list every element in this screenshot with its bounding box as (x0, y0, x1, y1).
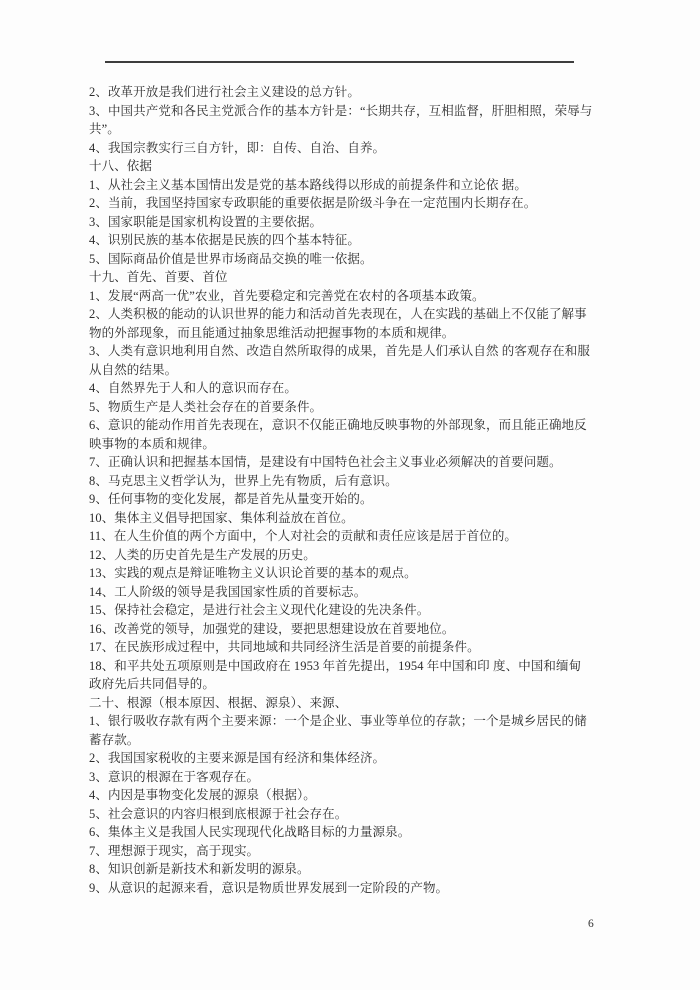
text-line: 8、马克思主义哲学认为，世界上先有物质，后有意识。 (89, 473, 398, 488)
text-line: 5、物质生产是人类社会存在的首要条件。 (89, 399, 323, 414)
text-line: 1、发展“两高一优”农业，首先要稳定和完善党在农村的各项基本政策。 (89, 288, 485, 303)
text-line: 15、保持社会稳定，是进行社会主义现代化建设的先决条件。 (89, 603, 430, 617)
text-line: 17、在民族形成过程中，共同地域和共同经济生活是首要的前提条件。 (89, 640, 480, 654)
text-line: 8、知识创新是新技术和新发明的源泉。 (89, 862, 310, 876)
text-line: 6、集体主义是我国人民实现现代化战略目标的力量源泉。 (89, 825, 411, 839)
text-line: 共”。 (89, 122, 120, 136)
document-body (89, 83, 601, 897)
text-line: 1、银行吸收存款有两个主要来源：一个是企业、事业等单位的存款；一个是城乡居民的储 (89, 714, 587, 728)
text-line: 从自然的结果。 (89, 362, 178, 377)
section-heading: 十八、依据 (89, 159, 153, 173)
text-line: 10、集体主义倡导把国家、集体利益放在首位。 (89, 510, 354, 525)
page-number: 6 (588, 918, 594, 930)
text-line: 4、内因是事物变化发展的源泉（根据）。 (89, 788, 316, 802)
text-line: 7、理想源于现实，高于现实。 (89, 843, 260, 858)
section-heading: 二十、根源（根本原因、根据、源泉）、来源、 (89, 695, 348, 710)
text-line: 14、工人阶级的领导是我国国家性质的首要标志。 (89, 584, 367, 599)
text-line: 蓄存款。 (89, 732, 140, 747)
text-line: 映事物的本质和规律。 (89, 436, 216, 451)
text-line: 3、中国共产党和各民主党派合作的基本方针是：“长期共存，互相监督，肝胆相照，荣辱与 (89, 103, 593, 118)
text-line: 物的外部现象，而且能通过抽象思维活动把握事物的本质和规律。 (89, 325, 455, 340)
text-line: 3、意识的根源在于客观存在。 (89, 769, 260, 784)
text-line: 2、当前，我国坚持国家专政职能的重要依据是阶级斗争在一定范围内长期存在。 (89, 196, 537, 210)
text-line: 13、实践的观点是辩证唯物主义认识论首要的基本的观点。 (89, 566, 417, 580)
text-line: 1、从社会主义基本国情出发是党的基本路线得以形成的前提条件和立论依 据。 (89, 177, 527, 192)
text-line: 3、人类有意识地利用自然、改造自然所取得的成果，首先是人们承认自然 的客观存在和服 (89, 344, 590, 358)
text-line: 3、国家职能是国家机构设置的主要依据。 (89, 214, 323, 229)
text-line: 2、人类积极的能动的认识世界的能力和活动首先表现在，人在实践的基础上不仅能了解事 (89, 307, 587, 321)
section-heading: 十九、首先、首要、首位 (89, 270, 228, 284)
text-line: 2、我国国家税收的主要来源是国有经济和集体经济。 (89, 751, 386, 765)
text-line: 5、国际商品价值是世界市场商品交换的唯一依据。 (89, 251, 373, 266)
text-line: 9、任何事物的变化发展，都是首先从量变开始的。 (89, 492, 373, 506)
text-line: 16、改善党的领导，加强党的建设，要把思想建设放在首要地位。 (89, 621, 455, 636)
text-line: 18、和平共处五项原则是中国政府在 1953 年首先提出，1954 年中国和印 度、中国和缅甸 (89, 658, 582, 673)
text-line: 4、识别民族的基本依据是民族的四个基本特征。 (89, 233, 360, 247)
text-line: 政府先后共同倡导的。 (89, 677, 216, 691)
text-line: 11、在人生价值的两个方面中，个人对社会的贡献和责任应该是居于首位的。 (89, 529, 518, 543)
text-line: 5、社会意识的内容归根到底根源于社会存在。 (89, 806, 348, 821)
header-divider-rule (105, 61, 574, 63)
text-line: 4、自然界先于人和人的意识而存在。 (89, 381, 297, 395)
text-line: 6、意识的能动作用首先表现在，意识不仅能正确地反映事物的外部现象，而且能正确地反 (89, 418, 587, 432)
text-line: 2、改革开放是我们进行社会主义建设的总方针。 (89, 85, 360, 99)
text-line: 12、人类的历史首先是生产发展的历史。 (89, 547, 316, 562)
text-line: 4、我国宗教实行三自方针，即：自传、自治、自养。 (89, 140, 386, 155)
text-line: 9、从意识的起源来看，意识是物质世界发展到一定阶段的产物。 (89, 880, 449, 895)
text-line: 7、正确认识和把握基本国情，是建设有中国特色社会主义事业必须解决的首要问题。 (89, 455, 562, 469)
